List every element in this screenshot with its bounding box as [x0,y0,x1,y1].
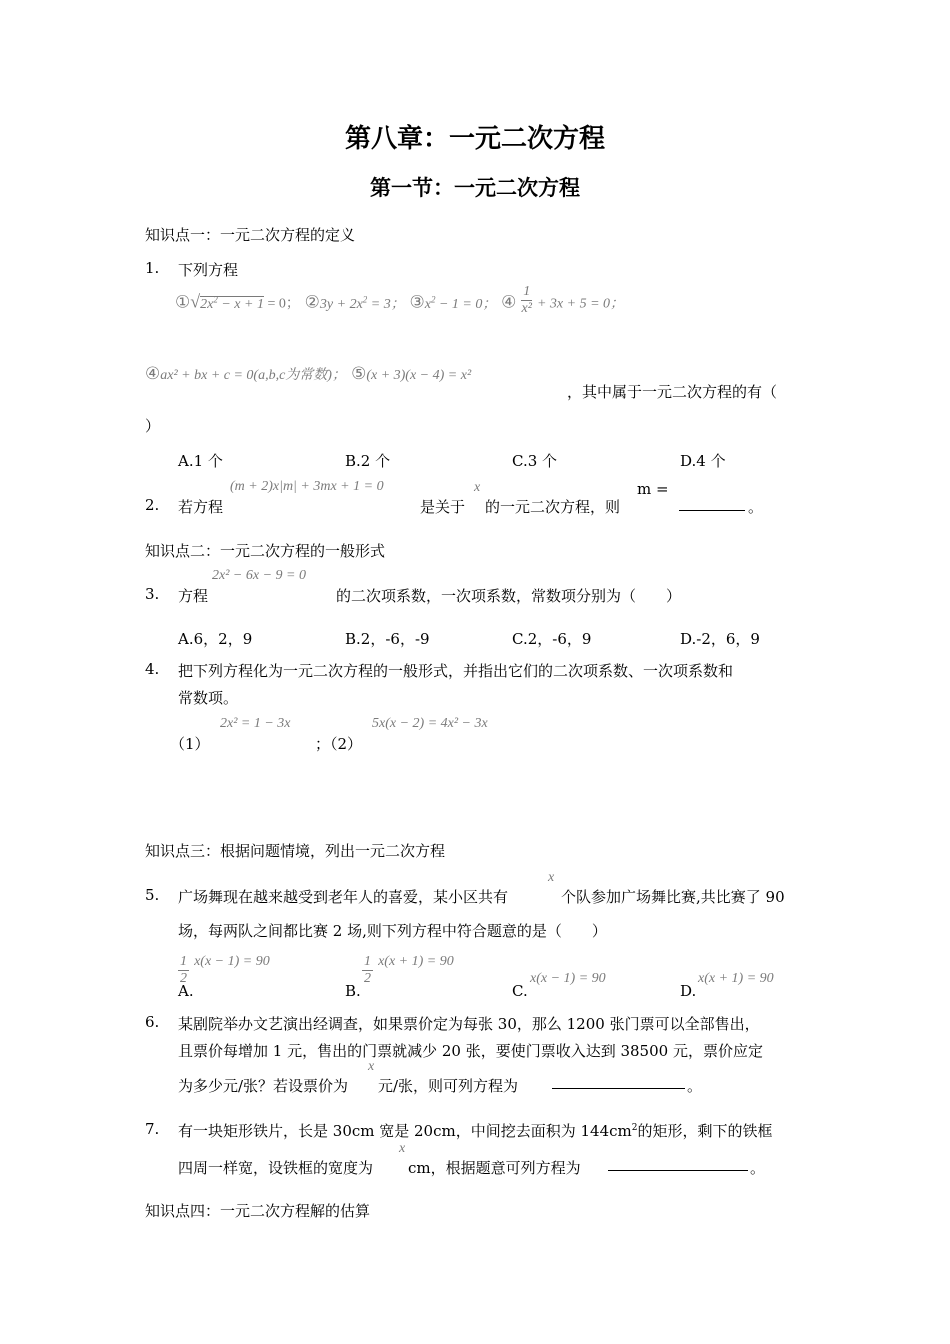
q1-option-c[interactable]: C.3 个 [512,452,558,470]
question-6-line3b: 元/张，则可列方程为 [378,1077,519,1095]
q5-option-d[interactable]: x(x + 1) = 90 [698,971,774,986]
question-7-answer-blank[interactable] [608,1158,748,1171]
circled-4b: ④ [145,364,161,383]
circled-1: ① [175,292,191,312]
q3-option-b[interactable]: B.2，-6，-9 [345,630,430,648]
question-3-pre: 方程 [178,587,209,605]
q5-option-a-expr: x(x − 1) = 90 [194,954,270,969]
question-7-number: 7. [145,1120,160,1138]
question-7-line2b: cm，根据题意可列方程为 [408,1159,581,1177]
circled-4: ④ [501,292,517,312]
question-6-line1: 某剧院举办文艺演出经调查，如果票价定为每张 30，那么 1200 张门票可以全部售出， [178,1015,760,1033]
chapter-title: 第八章：一元二次方程 [344,124,605,154]
q5-option-a-label: A. [178,982,194,1000]
equation-1a-rest: = 0； [263,296,300,312]
question-2-var: x [474,480,481,495]
q5-option-d-label: D. [680,982,697,1000]
question-6-line3a: 为多少元/张？若设票价为 [178,1077,349,1095]
question-7-line1: 有一块矩形铁片，长是 30cm 宽是 20cm，中间挖去面积为 $144cm^2$的矩形，剩下的铁框 [178,1122,773,1140]
question-7-end: 。 [750,1159,766,1177]
circled-2: ② [304,292,320,312]
circled-3: ③ [409,292,425,312]
question-4-number: 4. [145,660,160,678]
question-7-var: x [399,1141,406,1156]
question-5-var: x [548,870,555,885]
knowledge-point-4: 知识点四：一元二次方程解的估算 [145,1202,371,1220]
question-5-line1b: 个队参加广场舞比赛,共比赛了 90 [561,888,785,906]
question-2-m-equals: m = [637,480,669,498]
question-4-part1-label: （1） [170,735,210,753]
q1-option-b[interactable]: B.2 个 [345,452,391,470]
q1-option-d[interactable]: D.4 个 [680,452,726,470]
equation-1d: + 3x + 5 = 0； [536,296,625,312]
question-2-pre: 若方程 [178,498,224,516]
question-4-equation-1: 2x² = 1 − 3x [220,716,291,731]
q5-option-b[interactable] [362,954,454,987]
question-6-line2: 且票价每增加 1 元，售出的门票就减少 20 张，要使门票收入达到 38500 元，票价应定 [178,1042,763,1060]
q5-option-b-fraction: $\frac{1}{2}$ [364,954,371,986]
equation-1c: $x^2 - 1 = 0$； [424,293,497,312]
equation-1b: $3y + 2x^2 = 3$； [319,293,405,312]
question-7-line2a: 四周一样宽，设铁框的宽度为 [178,1159,374,1177]
q5-option-b-expr: x(x + 1) = 90 [378,954,454,969]
question-4-line1: 把下列方程化为一元二次方程的一般形式，并指出它们的二次项系数、一次项系数和 [178,662,734,680]
equation-1a: $2x^2 - x + 1$ [200,293,264,312]
question-6-end: 。 [687,1077,703,1095]
question-2-post: 的一元二次方程，则 [485,498,621,516]
q5-option-c-label: C. [512,982,528,1000]
question-6-var: x [368,1059,375,1074]
question-2-answer-blank[interactable] [679,498,745,511]
question-5-number: 5. [145,886,160,904]
knowledge-point-2: 知识点二：一元二次方程的一般形式 [145,542,386,560]
q5-option-a-fraction: $\frac{1}{2}$ [180,954,187,986]
question-5-line1a: 广场舞现在越来越受到老年人的喜爱，某小区共有 [178,888,509,906]
sqrt-sign: √ [190,291,201,312]
equation-1f: (x + 3)(x − 4) = x² [366,368,472,383]
question-1-close: ） [145,417,161,435]
section-title: 第一节：一元二次方程 [370,176,580,200]
equation-1e: ax² + bx + c = 0(a,b,c为常数)； [160,368,346,383]
question-1-stem: 下列方程 [178,261,239,279]
question-1-equations-row2 [145,364,471,384]
q5-option-c[interactable]: x(x − 1) = 90 [530,971,606,986]
knowledge-point-1: 知识点一：一元二次方程的定义 [145,226,356,244]
question-1-tail: ，其中属于一元二次方程的有（ [567,383,778,401]
fraction-1-over-x2: $\frac{1}{\text{x²}}$ [521,284,532,316]
q5-option-b-label: B. [345,982,361,1000]
question-1-number: 1. [145,259,160,277]
question-6-answer-blank[interactable] [552,1076,685,1089]
knowledge-point-3: 知识点三：根据问题情境，列出一元二次方程 [145,842,446,860]
question-2-equation: (m + 2)x|m| + 3mx + 1 = 0 [230,479,384,494]
question-5-line2: 场，每两队之间都比赛 2 场,则下列方程中符合题意的是（ ） [178,922,607,940]
q3-option-a[interactable]: A.6，2，9 [178,630,253,648]
question-1-equations-row1 [175,284,625,317]
question-2-end: 。 [748,498,764,516]
question-4-part2-label: ；（2） [315,735,363,753]
q1-option-a[interactable]: A.1 个 [178,452,223,470]
question-4-equation-2: 5x(x − 2) = 4x² − 3x [372,716,488,731]
question-3-number: 3. [145,585,160,603]
question-2-mid: 是关于 [420,498,466,516]
question-2-number: 2. [145,496,160,514]
question-3-equation: 2x² − 6x − 9 = 0 [212,568,306,583]
q3-option-c[interactable]: C.2，-6，9 [512,630,592,648]
question-6-number: 6. [145,1013,160,1031]
circled-5: ⑤ [351,364,367,383]
q3-option-d[interactable]: D.-2，6，9 [680,630,760,648]
question-4-line2: 常数项。 [178,689,239,707]
question-3-post: 的二次项系数，一次项系数，常数项分别为（ ） [336,587,682,605]
